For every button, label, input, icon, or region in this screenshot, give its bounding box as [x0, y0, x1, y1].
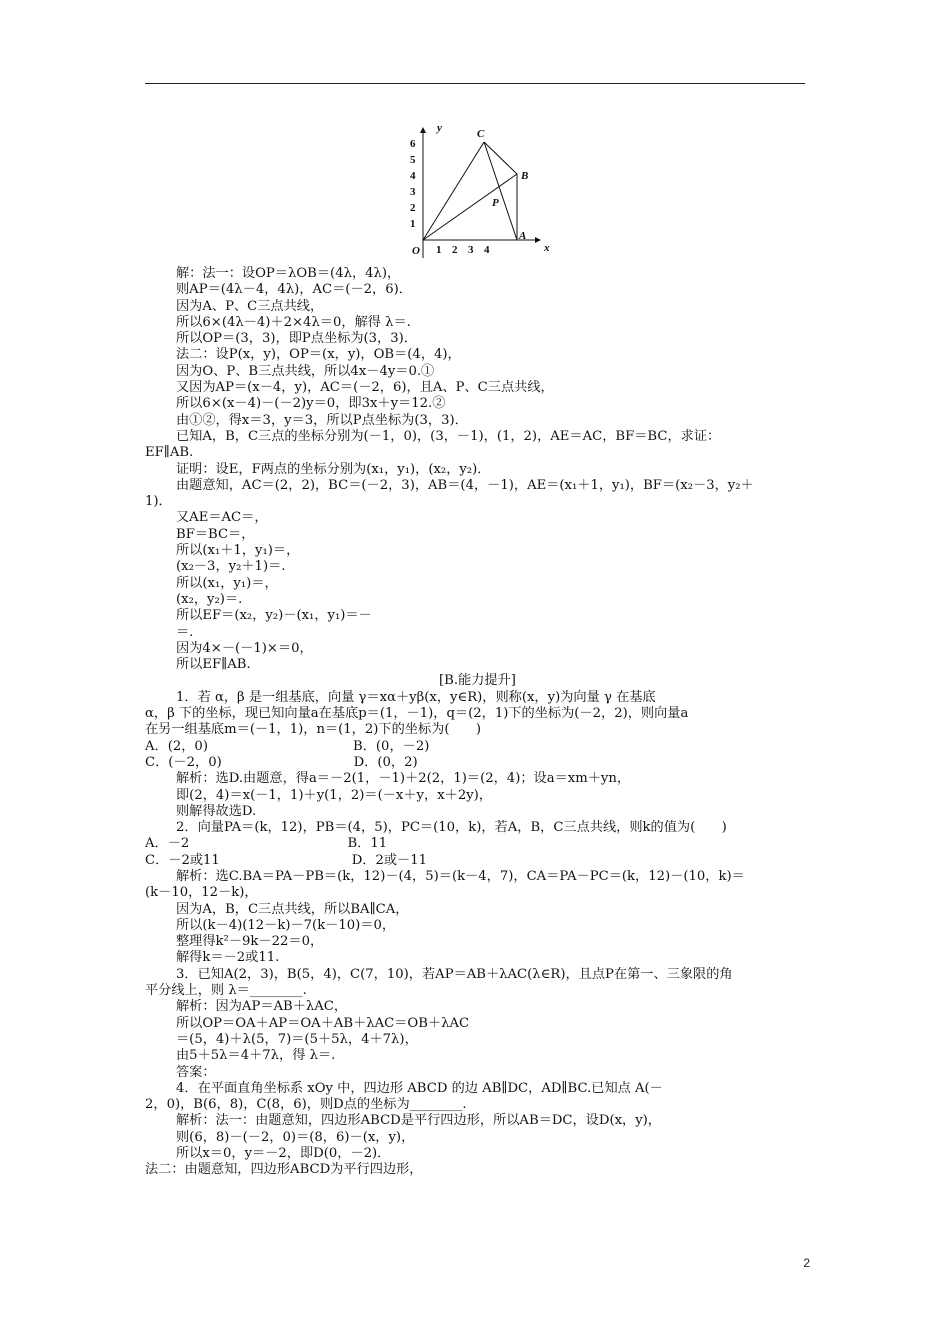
- x-tick-label: 3: [468, 244, 474, 256]
- text-line: 答案：: [176, 1064, 216, 1080]
- text-line: 解析：法一：由题意知，四边形ABCD是平行四边形，所以AB＝DC，设D(x，y)，: [176, 1113, 661, 1129]
- y-tick-label: 3: [410, 186, 416, 198]
- text-line: 证明：设E，F两点的坐标分别为(x₁，y₁)，(x₂，y₂)．: [176, 461, 491, 477]
- y-tick-label: 6: [410, 138, 416, 150]
- text-line: 所以OP＝OA＋AP＝OA＋AB＋λAC＝OB＋λAC: [176, 1015, 470, 1031]
- point-label-P: P: [492, 197, 499, 209]
- x-tick-label: 4: [484, 244, 490, 256]
- text-line: 4．在平面直角坐标系 xOy 中，四边形 ABCD 的边 AB∥DC，AD∥BC.已知点 A(－: [176, 1080, 663, 1096]
- text-line: (k－10，12－k)，: [145, 885, 258, 901]
- text-line: 因为4×－(－1)×＝0，: [176, 640, 313, 656]
- text-line: 解析：因为AP＝AB＋λAC，: [176, 999, 348, 1015]
- text-line: 所以EF＝(x₂，y₂)－(x₁，y₁)＝－: [176, 608, 372, 624]
- x-axis-label: x: [544, 242, 550, 254]
- section-heading: [B.能力提升]: [439, 673, 516, 689]
- point-label-A: A: [519, 230, 527, 242]
- text-line: 2．向量PA＝(k，12)，PB＝(4，5)，PC＝(10，k)，若A，B，C三点共线，则k的值为( ): [176, 820, 727, 836]
- text-line: 1)．: [145, 494, 172, 510]
- text-line: 因为O、P、B三点共线，所以4x－4y＝0.①: [176, 363, 435, 379]
- text-line: 在另一组基底m＝(－1，1)，n＝(1，2)下的坐标为( ): [145, 722, 481, 738]
- x-tick-label: 1: [436, 244, 442, 256]
- text-line: 又AE＝AC＝，: [176, 510, 268, 526]
- text-line: 即(2，4)＝x(－1，1)＋y(1，2)＝(－x＋y，x＋2y)，: [176, 787, 492, 803]
- text-line: 所以(x₁＋1，y₁)＝，: [176, 543, 300, 559]
- text-line: 所以OP＝(3，3)，即P点坐标为(3，3)．: [176, 331, 417, 347]
- text-line: α，β 下的坐标，现已知向量a在基底p＝(1，－1)，q＝(2，1)下的坐标为(－2，2)，则向量a: [145, 706, 689, 722]
- text-line: 1．若 α，β 是一组基底，向量 γ＝xα＋yβ(x，y∈R)，则称(x，y)为向量 γ 在基底: [176, 689, 656, 705]
- text-line: 所以(k－4)(12－k)－7(k－10)＝0，: [176, 917, 396, 933]
- text-line: 解：法一：设OP＝λOB＝(4λ，4λ)，: [176, 266, 401, 281]
- text-line: 法二：设P(x，y)，OP＝(x，y)，OB＝(4，4)，: [176, 347, 461, 363]
- document-body: [145, 266, 810, 1179]
- text-line: 所以x＝0，y＝－2，即D(0，－2)．: [176, 1146, 391, 1162]
- text-line: C．－2或11 D．2或－11: [145, 852, 428, 868]
- text-line: 则(6，8)－(－2，0)＝(8，6)－(x，y)，: [176, 1129, 415, 1145]
- text-line: 又因为AP＝(x－4，y)，AC＝(－2，6)，且A、P、C三点共线，: [176, 380, 554, 396]
- text-line: 所以6×(x－4)－(－2)y＝0，即3x＋y＝12.②: [176, 396, 446, 412]
- segment-OB: [423, 174, 517, 240]
- text-line: C．(－2，0) D．(0，2): [145, 754, 418, 770]
- text-line: 解得k＝－2或11.: [176, 950, 280, 966]
- text-line: ＝.: [176, 624, 194, 640]
- text-line: 所以6×(4λ－4)＋2×4λ＝0，解得 λ＝.: [176, 314, 411, 330]
- origin-label: O: [412, 245, 420, 257]
- x-tick-label: 2: [452, 244, 458, 256]
- header-rule: [145, 83, 805, 84]
- text-line: BF＝BC＝，: [176, 526, 255, 542]
- y-axis-label: y: [437, 122, 442, 134]
- point-label-C: C: [477, 128, 485, 140]
- text-line: (x₂，y₂)＝.: [176, 591, 243, 607]
- text-line: EF∥AB.: [145, 445, 194, 461]
- text-line: A．－2 B．11: [145, 836, 388, 852]
- text-line: 3．已知A(2，3)，B(5，4)，C(7，10)，若AP＝AB＋λAC(λ∈R)，且点P在第一、三象限的角: [176, 966, 733, 982]
- segment-OC: [423, 142, 484, 240]
- text-line: 由5＋5λ＝4＋7λ，得 λ＝.: [176, 1048, 336, 1064]
- text-line: 法二：由题意知，四边形ABCD为平行四边形，: [145, 1162, 423, 1178]
- text-line: (x₂－3，y₂＋1)＝.: [176, 559, 286, 575]
- text-line: 由①②，得x＝3，y＝3，所以P点坐标为(3，3)．: [176, 412, 468, 428]
- text-line: 已知A，B，C三点的坐标分别为(－1，0)，(3，－1)，(1，2)，AE＝AC，BF＝BC，求证：: [176, 428, 721, 444]
- text-line: ＝(5，4)＋λ(5，7)＝(5＋5λ，4＋7λ)，: [176, 1031, 418, 1047]
- text-line: A．(2，0) B．(0，－2): [145, 738, 430, 754]
- text-line: 平分线上，则 λ＝________.: [145, 983, 307, 999]
- y-tick-label: 2: [410, 202, 416, 214]
- text-line: 由题意知，AC＝(2，2)，BC＝(－2，3)，AB＝(4，－1)，AE＝(x₁＋1，y₁)，BF＝(x₂－3，y₂＋: [176, 477, 754, 493]
- text-line: 所以(x₁，y₁)＝，: [176, 575, 278, 591]
- y-tick-label: 1: [410, 218, 416, 230]
- text-line: 整理得k²－9k－22＝0，: [176, 934, 324, 950]
- coordinate-figure: [410, 120, 560, 260]
- text-line: 则AP＝(4λ－4，4λ)，AC＝(－2，6)．: [176, 282, 412, 298]
- text-line: 所以EF∥AB.: [176, 657, 251, 673]
- text-line: 解析：选C.BA＝PA－PB＝(k，12)－(4，5)＝(k－4，7)，CA＝PA－PC＝(k，12)－(10，k)＝: [176, 868, 745, 884]
- page-number: 2: [803, 1256, 810, 1270]
- y-tick-label: 5: [410, 154, 416, 166]
- y-tick-label: 4: [410, 170, 416, 182]
- segment-CA: [484, 142, 517, 240]
- text-line: 解析：选D.由题意，得a＝－2(1，－1)＋2(2，1)＝(2，4)；设a＝xm＋yn，: [176, 771, 631, 787]
- text-line: 因为A，B，C三点共线，所以BA∥CA，: [176, 901, 409, 917]
- text-line: 则解得故选D.: [176, 803, 257, 819]
- text-line: 2，0)，B(6，8)，C(8，6)，则D点的坐标为________.: [145, 1097, 467, 1113]
- text-line: 因为A、P、C三点共线，: [176, 298, 324, 314]
- point-label-B: B: [521, 170, 529, 182]
